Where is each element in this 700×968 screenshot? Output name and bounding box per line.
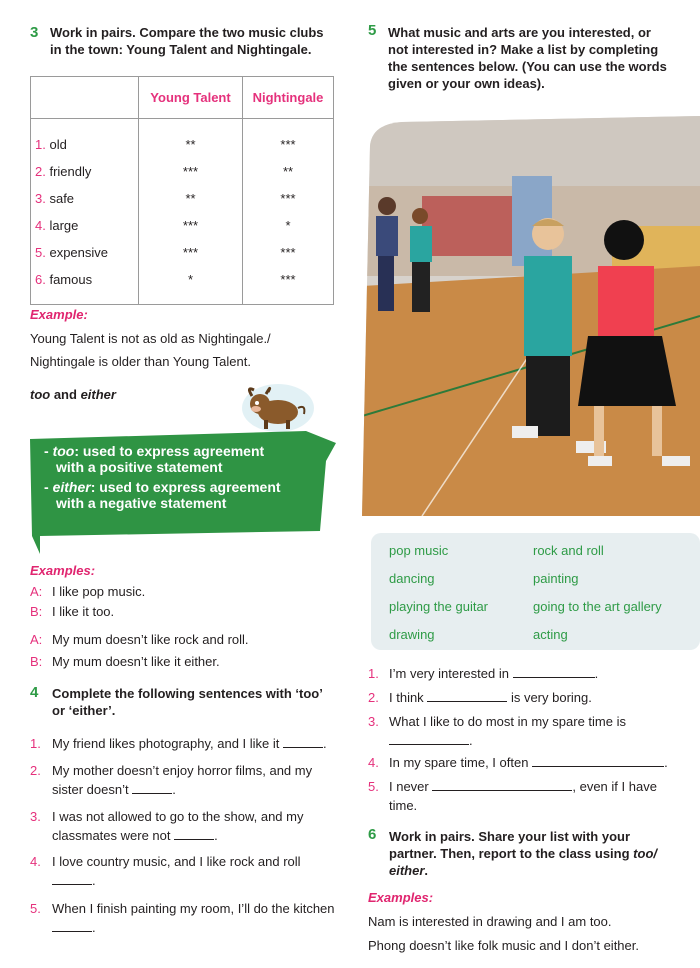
table-row	[31, 266, 334, 293]
table-row	[31, 158, 334, 185]
word-option: drawing	[389, 627, 435, 642]
grammar-heading-and: and	[50, 387, 81, 402]
sentence-line	[389, 665, 598, 682]
answer-blank[interactable]	[174, 828, 214, 840]
sentence-line	[389, 778, 689, 795]
buffalo-mascot-icon	[238, 376, 318, 436]
example-line-1: Young Talent is not as old as Nightingale./	[30, 331, 271, 346]
row-label: friendly	[49, 163, 92, 179]
word-option: acting	[533, 627, 568, 642]
col-young-talent: Young Talent	[139, 77, 243, 119]
sentence-text: My friend likes photography, and I like it	[52, 736, 280, 751]
sentence-end: .	[664, 755, 668, 770]
row-label: old	[49, 136, 67, 152]
answer-blank[interactable]	[427, 690, 507, 702]
row-number: 4.	[35, 217, 46, 233]
sentence-line: I was not allowed to go to the show, and my	[52, 809, 304, 824]
table-row	[31, 131, 334, 158]
row-number: 5.	[35, 244, 46, 260]
clubs-comparison-table	[30, 76, 334, 305]
sentence-end: .	[469, 733, 473, 748]
sentence-line: classmates were not .	[52, 828, 218, 843]
note-too-line1	[44, 443, 281, 459]
grammar-examples-label: Examples:	[30, 563, 96, 578]
answer-blank[interactable]	[432, 779, 572, 791]
exercise-6-period: .	[424, 863, 429, 878]
word-option: rock and roll	[533, 543, 604, 558]
item-number: 1.	[368, 666, 379, 681]
young-talent-rating: *	[139, 266, 243, 293]
exercise-6-instruction-line1: Work in pairs. Share your list with your	[389, 829, 631, 844]
sentence-line	[389, 732, 473, 749]
exercise-6-too: too/	[633, 846, 657, 861]
young-talent-rating: **	[139, 185, 243, 212]
item-number: 4.	[368, 755, 379, 770]
exercise-4-instruction	[52, 685, 342, 719]
sentence-line	[389, 754, 668, 771]
note-dash: -	[44, 479, 53, 495]
answer-blank[interactable]	[513, 666, 595, 678]
exercise-5-number: 5	[368, 22, 377, 39]
grammar-heading-too: too	[30, 387, 51, 402]
word-option: going to the art gallery	[533, 599, 662, 614]
sentence-end: , even if I have	[572, 779, 657, 794]
table-row	[31, 185, 334, 212]
note-too-line2: with a positive statement	[56, 459, 223, 475]
sentence-line: My mother doesn’t enjoy horror films, and my	[52, 763, 313, 778]
exercise-6-examples-label: Examples:	[368, 890, 434, 905]
table-row	[31, 212, 334, 239]
exercise-6-instruction-line3	[389, 862, 689, 879]
speaker-label: A:	[30, 632, 43, 647]
row-number: 2.	[35, 163, 46, 179]
dialogue-line	[30, 653, 42, 670]
answer-blank[interactable]	[132, 782, 172, 794]
sentence-line: What I like to do most in my spare time is	[389, 714, 626, 729]
sentence-text: sister doesn’t	[52, 782, 129, 797]
exercise-3-number: 3	[30, 24, 39, 41]
sentence-text: I never	[389, 779, 429, 794]
table-row	[31, 239, 334, 266]
item-number: 3.	[368, 714, 379, 729]
sentence-line: time.	[389, 798, 418, 813]
note-too-word: too	[52, 443, 75, 459]
note-dash: -	[44, 443, 53, 459]
exercise-5-instruction-line2: not interested in? Make a list by completing	[388, 42, 659, 57]
grammar-heading-either: either	[80, 387, 116, 402]
answer-blank[interactable]	[52, 920, 92, 932]
sentence-line: .	[52, 872, 96, 889]
sentence-line: I love country music, and I like rock and roll	[52, 854, 301, 869]
answer-blank[interactable]	[389, 733, 469, 745]
row-label: large	[49, 217, 79, 233]
nightingale-rating: **	[282, 163, 294, 179]
exercise-4-instruction-line1: Complete the following sentences with ‘too’	[52, 686, 323, 701]
exercise-6-example-2: Phong doesn’t like folk music and I don’t either.	[368, 938, 639, 953]
sentence-line: sister doesn’t .	[52, 782, 176, 797]
young-talent-rating: ***	[139, 212, 243, 239]
dialogue-line	[30, 603, 42, 620]
word-option: playing the guitar	[389, 599, 489, 614]
sentence-line: My friend likes photography, and I like it .	[52, 736, 327, 751]
example-label: Example:	[30, 307, 88, 322]
dialogue-line	[30, 583, 42, 600]
word-option: pop music	[389, 543, 449, 558]
sentence-text: In my spare time, I often	[389, 755, 529, 770]
nightingale-rating: ***	[280, 190, 296, 206]
exercise-6-instruction-text: partner. Then, report to the class using	[389, 846, 630, 861]
exercise-6-instruction	[389, 828, 689, 879]
sentence-line	[389, 689, 592, 706]
sentence-end: .	[594, 666, 599, 681]
note-either-rest: : used to express agreement	[90, 479, 281, 495]
row-number: 3.	[35, 190, 46, 206]
item-number: 2.	[368, 690, 379, 705]
sentence-text: I think	[389, 690, 424, 705]
dialogue-text: My mum doesn’t like it either.	[52, 654, 220, 669]
nightingale-rating: ***	[280, 244, 296, 260]
grammar-heading	[30, 386, 116, 403]
dialogue-text: My mum doesn’t like rock and roll.	[52, 632, 249, 647]
sentence-line: When I finish painting my room, I’ll do the kitchen	[52, 901, 335, 916]
nightingale-rating: ***	[280, 271, 296, 287]
speaker-label: B:	[30, 654, 43, 669]
item-number: 4.	[30, 854, 41, 869]
row-label: famous	[49, 271, 93, 287]
exercise-5-instruction	[388, 24, 688, 92]
item-number: 2.	[30, 763, 41, 778]
exercise-6-instruction-line2	[389, 845, 689, 862]
row-label: safe	[49, 190, 75, 206]
word-option: painting	[533, 571, 579, 586]
item-number: 5.	[30, 901, 41, 916]
note-either-line2: with a negative statement	[56, 495, 227, 511]
item-number: 1.	[30, 736, 41, 751]
note-either-word: either	[52, 479, 91, 495]
word-option: dancing	[389, 571, 435, 586]
answer-blank[interactable]	[52, 873, 92, 885]
sentence-end: is very boring.	[510, 690, 592, 705]
young-talent-rating: ***	[139, 158, 243, 185]
note-either-line1	[44, 479, 281, 495]
young-talent-rating: ***	[139, 239, 243, 266]
sentence-line: .	[52, 919, 96, 936]
young-talent-rating: **	[139, 131, 243, 158]
example-line-2: Nightingale is older than Young Talent.	[30, 354, 251, 369]
answer-blank[interactable]	[283, 736, 323, 748]
exercise-5-instruction-line1: What music and arts are you interested, or	[388, 25, 651, 40]
exercise-6-either: either	[389, 863, 425, 878]
table-header-row	[31, 77, 334, 119]
grammar-note-text	[44, 443, 281, 511]
speaker-label: B:	[30, 604, 43, 619]
exercise-6-number: 6	[368, 826, 377, 843]
exercise-4-instruction-line2: or ‘either’.	[52, 703, 116, 718]
nightingale-rating: ***	[280, 136, 296, 152]
note-too-rest: : used to express agreement	[74, 443, 265, 459]
row-number: 1.	[35, 136, 46, 152]
exercise-4-number: 4	[30, 684, 39, 701]
exercise-5-instruction-line3: the sentences below. (You can use the words	[388, 59, 667, 74]
exercise-5-instruction-line4: given or your own ideas).	[388, 76, 545, 91]
item-number: 3.	[30, 809, 41, 824]
exercise-3-instruction	[50, 24, 340, 58]
dialogue-line	[30, 631, 42, 648]
dialogue-text: I like pop music.	[52, 584, 146, 599]
col-nightingale: Nightingale	[243, 77, 334, 119]
speaker-label: A:	[30, 584, 43, 599]
row-label: expensive	[49, 244, 109, 260]
nightingale-rating: *	[285, 217, 291, 233]
exercise-3-instruction-line2: in the town: Young Talent and Nightingale.	[50, 42, 312, 57]
dancing-children-photo	[362, 116, 700, 516]
sentence-text: I’m very interested in	[389, 666, 509, 681]
exercise-3-instruction-line1: Work in pairs. Compare the two music clubs	[50, 25, 324, 40]
exercise-6-example-1: Nam is interested in drawing and I am too.	[368, 914, 612, 929]
sentence-text: classmates were not	[52, 828, 171, 843]
row-number: 6.	[35, 271, 46, 287]
dialogue-text: I like it too.	[52, 604, 115, 619]
answer-blank[interactable]	[532, 755, 664, 767]
item-number: 5.	[368, 779, 379, 794]
